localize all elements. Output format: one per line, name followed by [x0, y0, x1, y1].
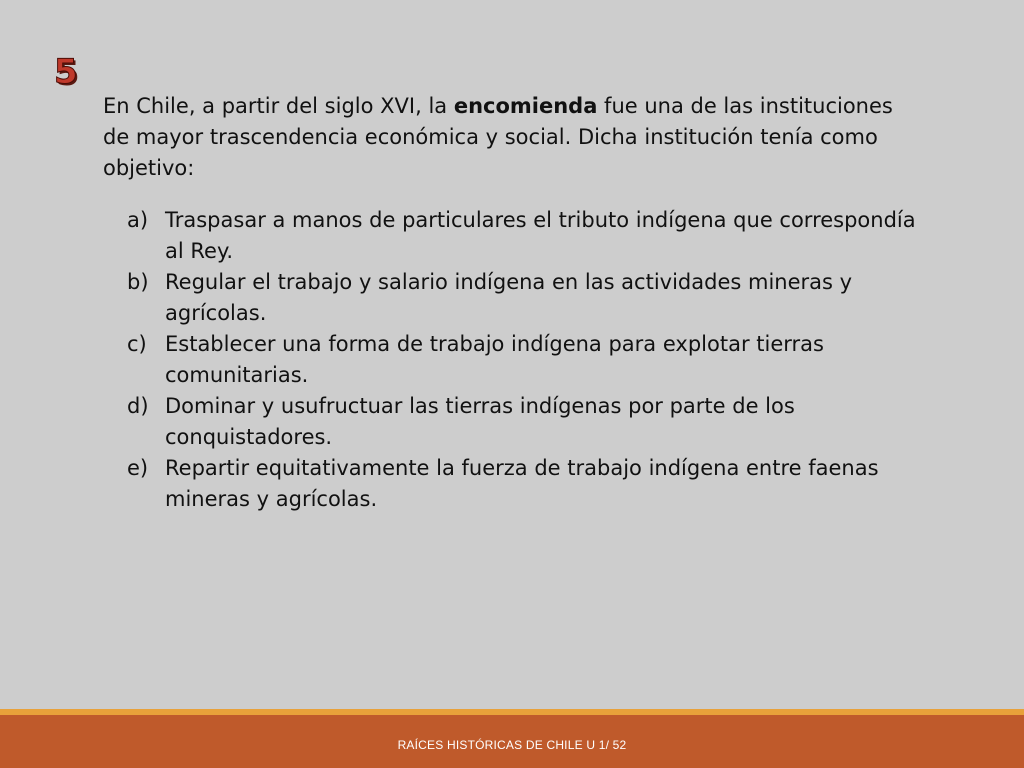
question-text-after: fue una de las instituciones de mayor trascendencia económica y social. Dicha institución tenía como objetivo: [103, 94, 893, 180]
option-a [127, 205, 927, 267]
question-text-bold: encomienda [453, 94, 598, 118]
option-c [127, 329, 927, 391]
option-text: Regular el trabajo y salario indígena en las actividades mineras y agrícolas. [165, 270, 853, 325]
option-text: Establecer una forma de trabajo indígena para explotar tierras comunitarias. [165, 332, 824, 387]
option-letter: b) [127, 270, 149, 294]
option-b [127, 267, 927, 329]
question-number: 5 [54, 52, 78, 92]
option-e [127, 453, 927, 515]
option-letter: e) [127, 456, 149, 480]
question-text [103, 91, 903, 184]
question-text-before: En Chile, a partir del siglo XVI, la [103, 94, 454, 118]
option-letter: a) [127, 208, 149, 232]
option-d [127, 391, 927, 453]
option-letter: c) [127, 332, 147, 356]
option-text: Traspasar a manos de particulares el tributo indígena que correspondía al Rey. [165, 208, 916, 263]
option-text: Repartir equitativamente la fuerza de trabajo indígena entre faenas mineras y agrícolas. [165, 456, 879, 511]
option-letter: d) [127, 394, 149, 418]
option-text: Dominar y usufructuar las tierras indígenas por parte de los conquistadores. [165, 394, 795, 449]
footer-text: RAÍCES HISTÓRICAS DE CHILE U 1/ 52 [397, 738, 627, 752]
answer-options [127, 205, 927, 515]
